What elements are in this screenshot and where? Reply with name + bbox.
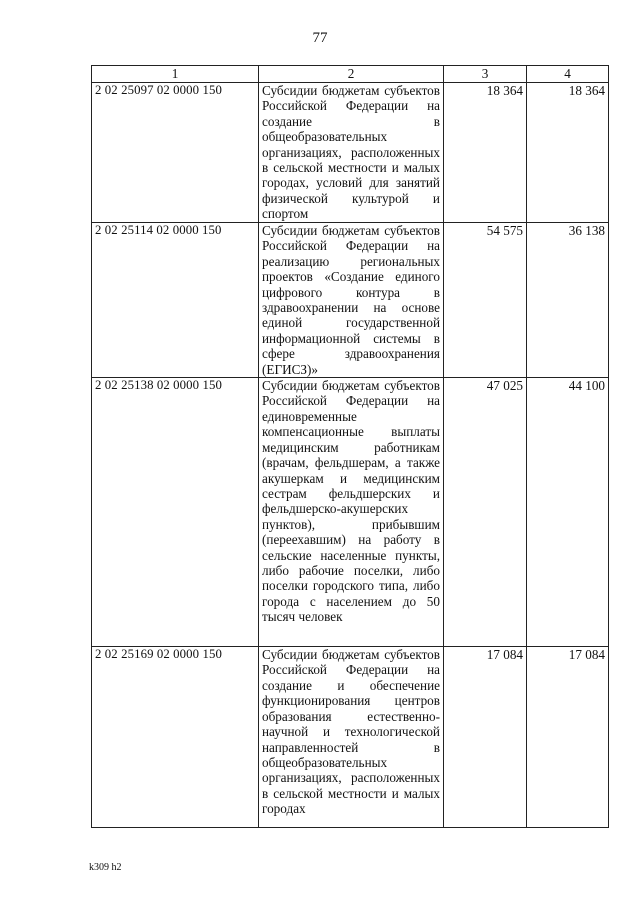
document-footer-code: k309 h2 (89, 862, 122, 873)
table-row (92, 378, 609, 647)
table-row (92, 223, 609, 378)
table-row (92, 83, 609, 223)
budget-table (91, 65, 609, 828)
budget-description: Субсидии бюджетам субъектов Российской Федерации на единовременные компенсационные выплаты медицинским работникам (врачам, фельдшерам, а также акушеркам и медицинским сестрам фельдшерских и фельдшерско-акушерских пунктов), прибывшим (переехавшим) на работу в сельские населенные пункты, либо рабочие поселки, либо поселки городского типа, либо города с населением до 50 тысяч человек (259, 378, 444, 647)
column-header-value-3: 3 (444, 66, 527, 83)
amount-column-4: 36 138 (527, 223, 609, 378)
amount-column-3: 18 364 (444, 83, 527, 223)
column-header-code: 1 (92, 66, 259, 83)
amount-column-3: 17 084 (444, 647, 527, 828)
budget-code: 2 02 25097 02 0000 150 (92, 83, 259, 223)
table-header-row (92, 66, 609, 83)
budget-description: Субсидии бюджетам субъектов Российской Федерации на создание и обеспечение функционирования центров образования естественно-научной и технологической направленностей в общеобразовательных организациях, расположенных в сельской местности и малых городах (259, 647, 444, 828)
budget-description: Субсидии бюджетам субъектов Российской Федерации на реализацию региональных проектов «Создание единого цифрового контура в здравоохранении на основе единой государственной информационной системы в сфере здравоохранения (ЕГИСЗ)» (259, 223, 444, 378)
budget-description: Субсидии бюджетам субъектов Российской Федерации на создание в общеобразовательных организациях, расположенных в сельской местности и малых городах, условий для занятий физической культурой и спортом (259, 83, 444, 223)
amount-column-3: 54 575 (444, 223, 527, 378)
budget-code: 2 02 25114 02 0000 150 (92, 223, 259, 378)
amount-column-4: 17 084 (527, 647, 609, 828)
column-header-description: 2 (259, 66, 444, 83)
amount-column-4: 18 364 (527, 83, 609, 223)
page-number: 77 (312, 30, 328, 46)
amount-column-4: 44 100 (527, 378, 609, 647)
column-header-value-4: 4 (527, 66, 609, 83)
amount-column-3: 47 025 (444, 378, 527, 647)
table-row (92, 647, 609, 828)
budget-code: 2 02 25138 02 0000 150 (92, 378, 259, 647)
budget-code: 2 02 25169 02 0000 150 (92, 647, 259, 828)
